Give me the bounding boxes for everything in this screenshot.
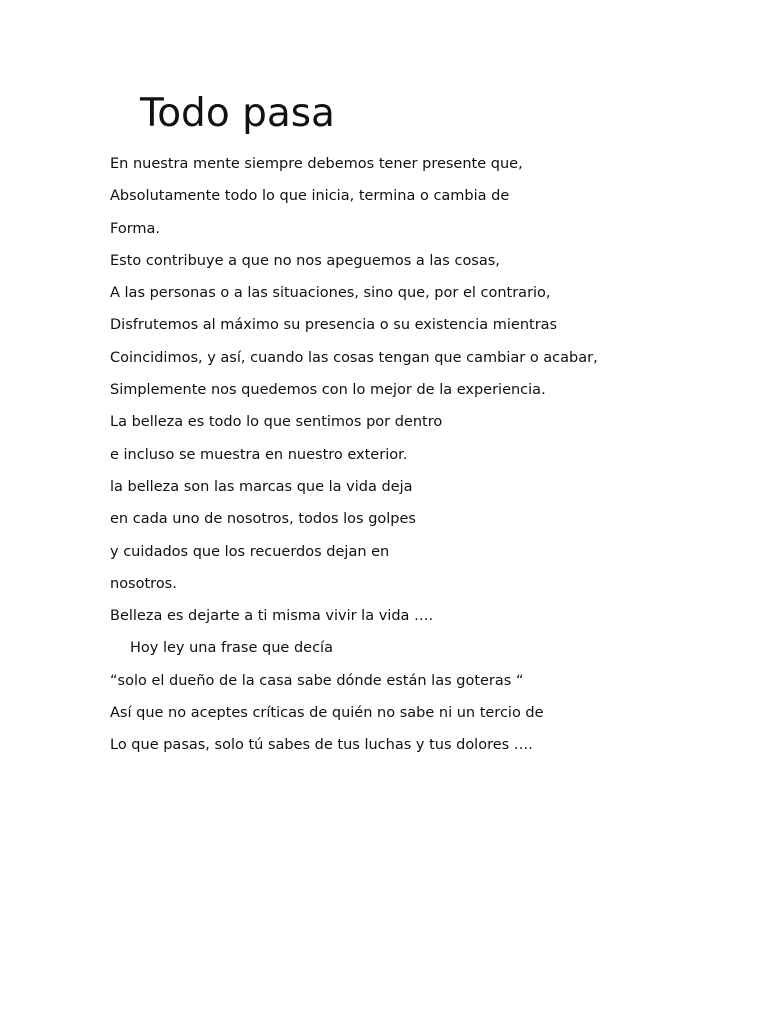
document-body: [110, 148, 750, 762]
text-line: Esto contribuye a que no nos apeguemos a las cosas,: [110, 252, 500, 269]
text-line: Forma.: [110, 220, 161, 237]
text-line: Absolutamente todo lo que inicia, termina o cambia de: [110, 188, 510, 205]
text-line-indented: Hoy ley una frase que decía: [130, 640, 333, 657]
document-title: Todo pasa: [140, 91, 335, 136]
text-line: A las personas o a las situaciones, sino que, por el contrario,: [110, 285, 551, 302]
text-line: y cuidados que los recuerdos dejan en: [110, 543, 390, 560]
text-line: en cada uno de nosotros, todos los golpes: [110, 511, 416, 528]
text-line: Coincidimos, y así, cuando las cosas tengan que cambiar o acabar,: [110, 349, 598, 366]
text-line: “solo el dueño de la casa sabe dónde están las goteras “: [110, 672, 524, 689]
text-line: Belleza es dejarte a ti misma vivir la vida ….: [110, 608, 434, 625]
text-line: Disfrutemos al máximo su presencia o su existencia mientras: [110, 317, 558, 334]
text-line: Simplemente nos quedemos con lo mejor de la experiencia.: [110, 382, 546, 399]
text-line: Así que no aceptes críticas de quién no sabe ni un tercio de: [110, 705, 544, 722]
text-line: Lo que pasas, solo tú sabes de tus luchas y tus dolores ….: [110, 737, 533, 754]
text-line: la belleza son las marcas que la vida deja: [110, 478, 413, 495]
text-line: La belleza es todo lo que sentimos por dentro: [110, 414, 443, 431]
text-line: nosotros.: [110, 575, 177, 592]
text-line: e incluso se muestra en nuestro exterior.: [110, 446, 408, 463]
text-line: En nuestra mente siempre debemos tener presente que,: [110, 156, 523, 172]
